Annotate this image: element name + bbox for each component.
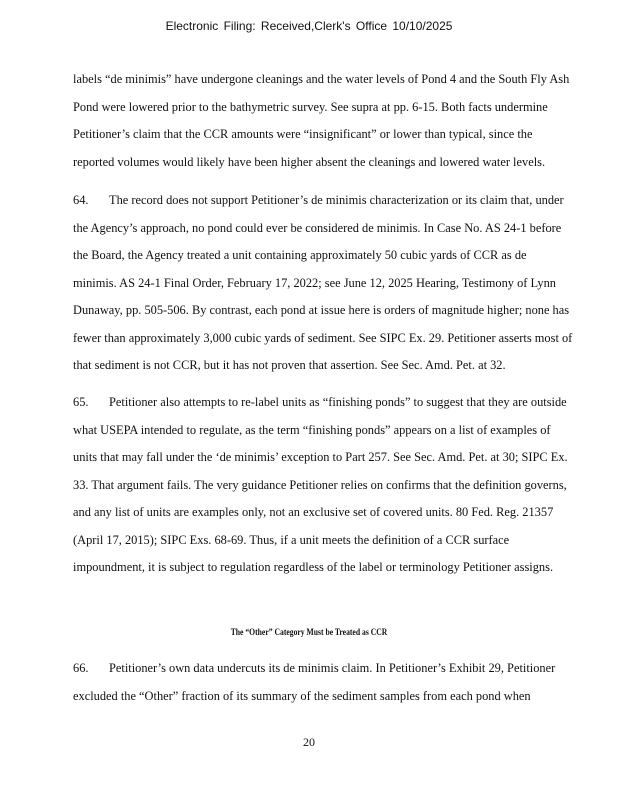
paragraph-text: labels “de minimis” have undergone cleanings and the water levels of Pond 4 and the South Fly Ash Pond were lowered prior to the bathymetric survey. See supra at pp. 6-15. Both facts undermine Petitioner’s claim that the CCR amounts were “insignificant” or lower than typical, since the reported volumes would likely have been higher absent the cleanings and lowered water levels. bbox=[73, 72, 570, 169]
paragraph-65 bbox=[73, 389, 573, 582]
page-number: 20 bbox=[303, 735, 315, 749]
paragraph-64 bbox=[73, 187, 573, 380]
paragraph-text: Petitioner’s own data undercuts its de minimis claim. In Petitioner’s Exhibit 29, Petitioner excluded the “Other” fraction of its summary of the sediment samples from each pond when bbox=[73, 661, 556, 703]
paragraph-number: 66. bbox=[73, 661, 89, 675]
paragraph-continued bbox=[73, 66, 573, 176]
paragraph-66 bbox=[73, 655, 573, 710]
section-heading: The “Other” Category Must be Treated as CCR bbox=[230, 627, 388, 637]
paragraph-number: 65. bbox=[73, 395, 89, 409]
filing-header: Electronic Filing: Received,Clerk's Office 10/10/2025 bbox=[165, 19, 453, 33]
paragraph-text: The record does not support Petitioner’s de minimis characterization or its claim that, under the Agency’s approach, no pond could ever be considered de minimis. In Case No. AS 24-1 before the Board, the Agency treated a unit containing approximately 50 cubic yards of CCR as de minimis. AS 24-1 Final Order, February 17, 2022; see June 12, 2025 Hearing, Testimony of Lynn Dunaway, pp. 505-506. By contrast, each pond at issue here is orders of magnitude higher; none has fewer than approximately 3,000 cubic yards of sediment. See SIPC Ex. 29. Petitioner asserts most of that sediment is not CCR, but it has not proven that assertion. See Sec. Amd. Pet. at 32. bbox=[73, 193, 573, 372]
paragraph-text: Petitioner also attempts to re-label units as “finishing ponds” to suggest that they are outside what USEPA intended to regulate, as the term “finishing ponds” appears on a list of examples of units that may fall under the ‘de minimis’ exception to Part 257. See Sec. Amd. Pet. at 30; SIPC Ex. 33. That argument fails. The very guidance Petitioner relies on confirms that the definition governs, and any list of units are examples only, not an exclusive set of covered units. 80 Fed. Reg. 21357 (April 17, 2015); SIPC Exs. 68-69. Thus, if a unit meets the definition of a CCR surface impoundment, it is subject to regulation regardless of the label or terminology Petitioner assigns. bbox=[73, 395, 568, 574]
paragraph-number: 64. bbox=[73, 193, 89, 207]
